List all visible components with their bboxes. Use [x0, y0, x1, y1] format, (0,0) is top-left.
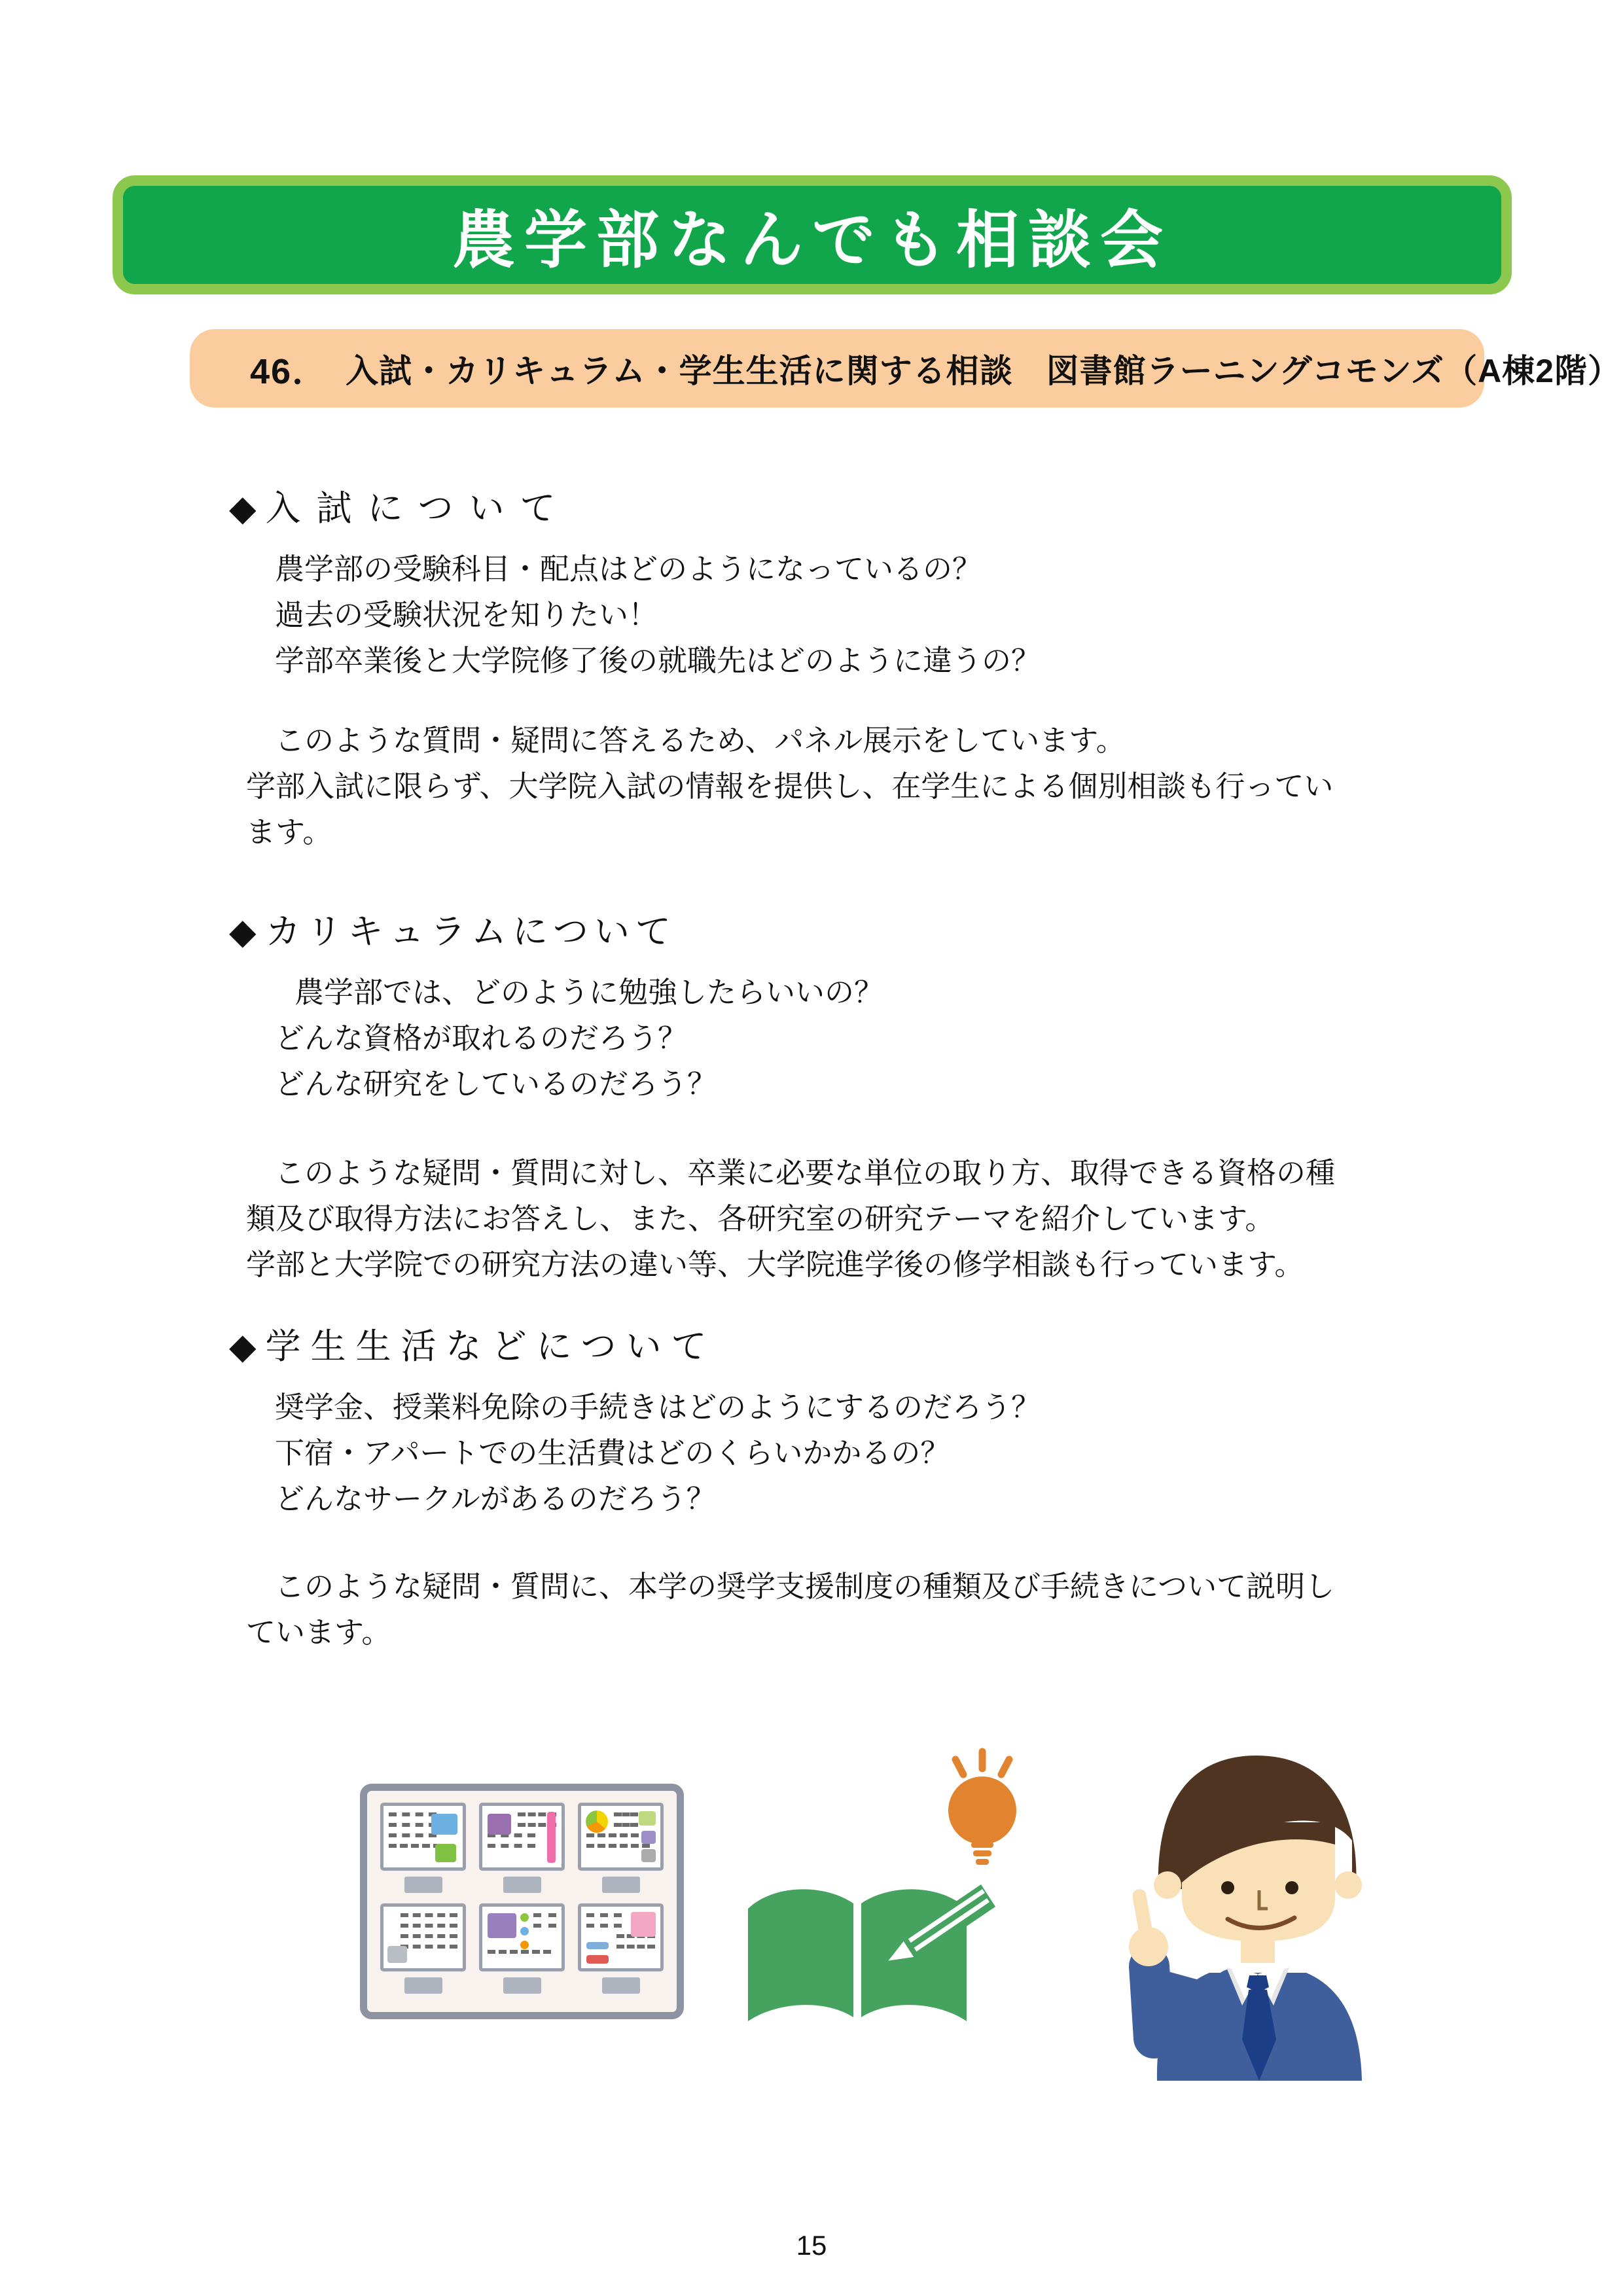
ear-left — [1154, 1871, 1181, 1899]
tie-knot — [1247, 1975, 1269, 1992]
lightbulb-icon — [948, 1752, 1016, 1865]
diamond-bullet-icon: ◆ — [229, 912, 257, 951]
poster — [380, 1803, 466, 1871]
paragraph — [229, 718, 1407, 855]
collar-left — [1226, 1968, 1258, 2005]
question-line: どんなサークルがあるのだろう？ — [275, 1482, 716, 1515]
paragraph-line: このような質問・疑問に答えるため、パネル展示をしています。 — [275, 724, 1126, 757]
poster-board-illustration — [360, 1784, 684, 2019]
paragraph-line: ています。 — [246, 1616, 391, 1649]
presenter-illustration — [1065, 1731, 1422, 2081]
index-finger — [1132, 1888, 1154, 1945]
section-curriculum-heading — [229, 911, 1407, 953]
diamond-bullet-icon: ◆ — [229, 489, 257, 528]
section-student-life — [229, 1326, 1407, 1655]
question-list — [229, 1385, 1407, 1522]
collar-right — [1258, 1968, 1289, 2005]
tie — [1242, 1990, 1276, 2081]
suit-jacket — [1157, 1973, 1362, 2081]
paragraph-line: 学部入試に限らず、大学院入試の情報を提供し、在学生による個別相談も行ってい — [246, 769, 1334, 803]
poster-cell — [479, 1803, 565, 1893]
page-title: 農学部なんでも相談会 — [452, 205, 1172, 275]
section-admissions-heading — [229, 487, 1407, 529]
poster-cell — [479, 1903, 565, 1994]
title-banner — [113, 175, 1512, 294]
section-curriculum — [229, 911, 1407, 1288]
question-line: 奨学金、授業料免除の手続きはどのようにするのだろう？ — [275, 1390, 1041, 1424]
question-line: どんな研究をしているのだろう？ — [275, 1067, 717, 1101]
torso — [1157, 1924, 1362, 2081]
poster — [380, 1903, 466, 1971]
section-admissions — [229, 487, 1407, 855]
poster-label — [602, 1877, 640, 1893]
question-line: 学部卒業後と大学院修了後の就職先はどのように違うの？ — [275, 644, 1041, 677]
question-list — [229, 970, 1407, 1107]
subtitle-text: 入試・カリキュラム・学生生活に関する相談 図書館ラーニングコモンズ（A棟2階） — [346, 353, 1621, 389]
paragraph-line: 類及び取得方法にお答えし、また、各研究室の研究テーマを紹介しています。 — [246, 1202, 1275, 1235]
paragraph — [229, 1150, 1407, 1288]
paragraph-line: このような疑問・質問に、本学の奨学支援制度の種類及び手続きについて説明し — [275, 1570, 1335, 1603]
fist — [1129, 1927, 1168, 1966]
paragraph-line: ます。 — [246, 815, 332, 849]
poster-label — [602, 1977, 640, 1994]
poster — [578, 1803, 664, 1871]
subtitle-banner — [190, 329, 1621, 408]
section-student-life-title: 学生生活などについて — [265, 1327, 717, 1366]
item-number: 46． — [250, 351, 329, 391]
pointing-arm — [1129, 1888, 1232, 2038]
face — [1182, 1839, 1335, 1941]
smile — [1228, 1918, 1294, 1928]
question-line: 下宿・アパートでの生活費はどのくらいかかるの？ — [275, 1436, 950, 1470]
bullet-dots — [520, 1913, 529, 1949]
nose — [1259, 1890, 1268, 1909]
paragraph — [229, 1564, 1407, 1655]
head — [1154, 1756, 1362, 1941]
poster-cell — [578, 1903, 664, 1994]
book-pencil-illustration — [725, 1737, 1039, 2032]
poster-label — [503, 1977, 541, 1994]
page-number: 15 — [796, 2230, 827, 2261]
paragraph-line: 学部と大学院での研究方法の違い等、大学院進学後の修学相談も行っています。 — [246, 1248, 1304, 1281]
question-line: どんな資格が取れるのだろう？ — [275, 1021, 688, 1055]
section-curriculum-title: カリキュラムについて — [265, 912, 677, 951]
question-list — [229, 546, 1407, 684]
poster-label — [404, 1977, 442, 1994]
poster-grid — [367, 1791, 677, 2005]
poster — [479, 1903, 565, 1971]
paragraph-line: このような疑問・質問に対し、卒業に必要な単位の取り方、取得できる資格の種 — [275, 1156, 1336, 1190]
pencil-icon — [882, 1884, 995, 1964]
poster — [578, 1903, 664, 1971]
poster — [479, 1803, 565, 1871]
diamond-bullet-icon: ◆ — [229, 1327, 257, 1366]
pie-chart-doodle — [586, 1810, 608, 1833]
question-line: 農学部の受験科目・配点はどのようになっているの？ — [275, 552, 982, 586]
fringe — [1182, 1822, 1335, 1882]
neck — [1241, 1924, 1275, 1963]
poster-cell — [578, 1803, 664, 1893]
poster-label — [503, 1877, 541, 1893]
poster-label — [404, 1877, 442, 1893]
open-book-icon — [748, 1889, 967, 2021]
question-line: 農学部では、どのように勉強したらいいの？ — [294, 976, 884, 1009]
question-line: 過去の受験状況を知りたい！ — [275, 598, 658, 631]
section-admissions-title: 入試について — [265, 489, 571, 528]
ear-right — [1334, 1871, 1362, 1899]
section-student-life-heading — [229, 1326, 1407, 1368]
eye-left — [1221, 1881, 1234, 1894]
eye-right — [1285, 1881, 1298, 1894]
poster-cell — [380, 1803, 466, 1893]
poster-cell — [380, 1903, 466, 1994]
hair — [1158, 1756, 1357, 1889]
